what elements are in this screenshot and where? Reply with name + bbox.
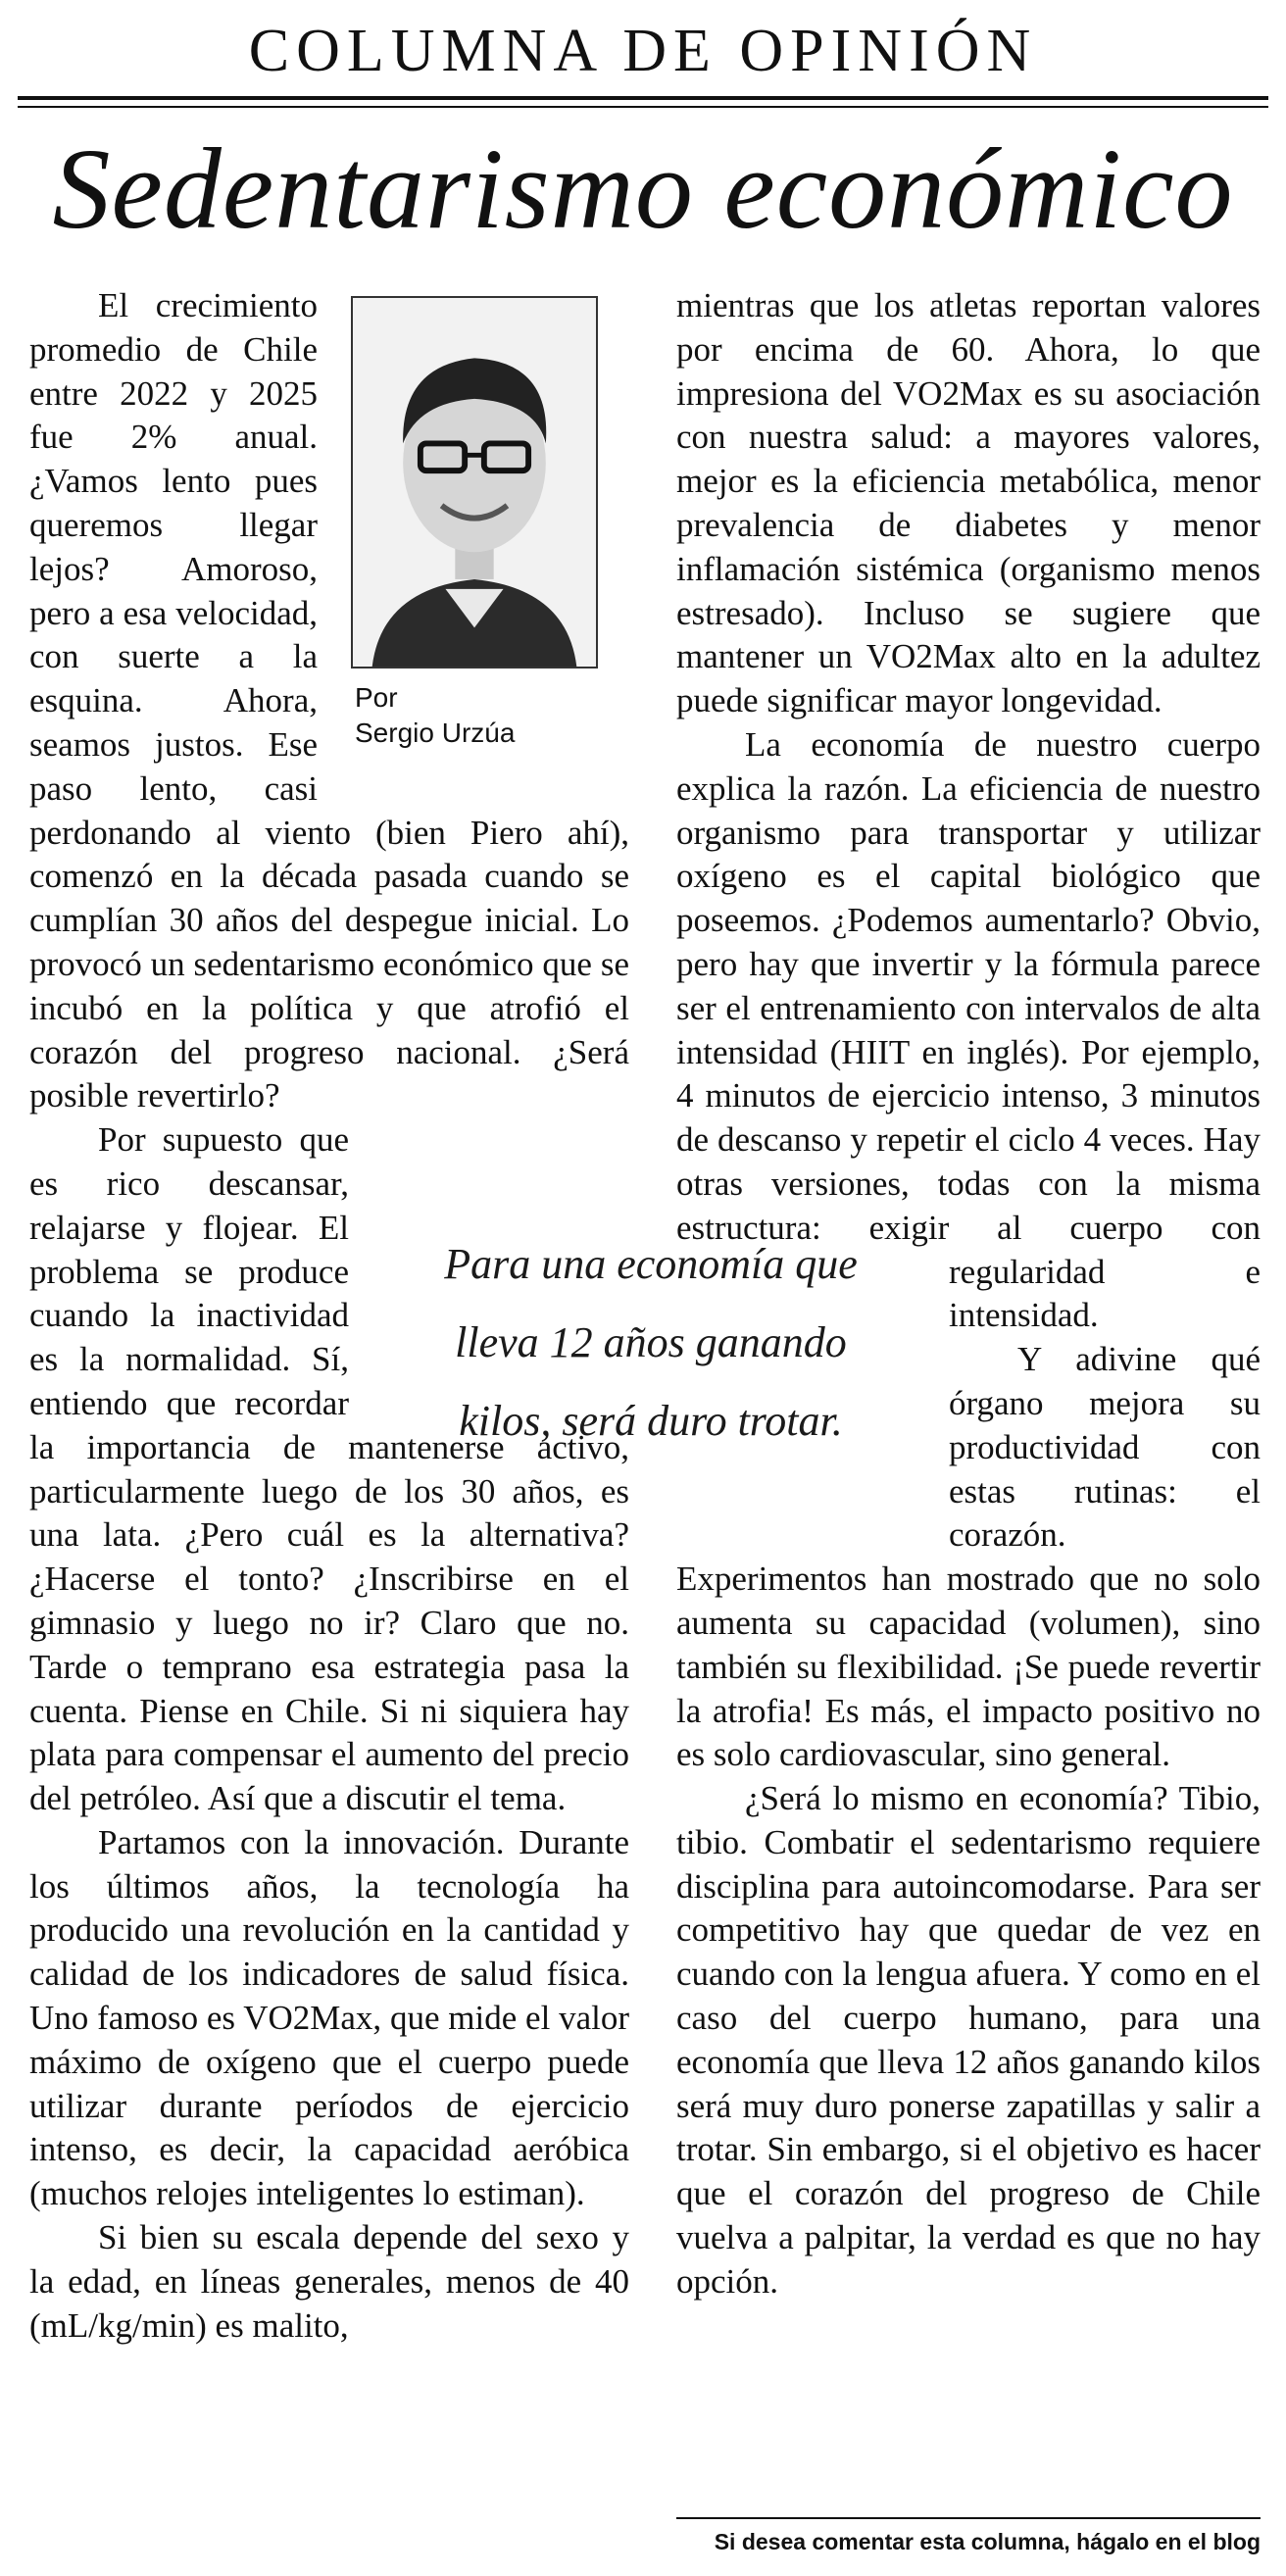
author-card (343, 288, 629, 767)
body-paragraph-1: El crecimiento promedio de Chile entre 2022 y 2025 fue 2% anual. ¿Vamos lento pues queremos llegar lejos? Amoroso, pero a esa velocidad, con suerte a la esquina. Ahora, seamos justos. Ese paso lento, casi perdonando al viento (bien Piero ahí), comenzó en la década pasada cuando se cumplían 30 años del despegue inicial. Lo provocó un sedentarismo económico que se incubó en la política y que atrofió el corazón del progreso nacional. ¿Será posible revertirlo? (29, 286, 629, 1115)
author-name: Sergio Urzúa (355, 718, 516, 748)
pullquote (365, 1214, 937, 1470)
body-paragraph-6: Y adivine qué órgano mejora su productividad con estas rutinas: el corazón. Experimentos han mostrado que no solo aumenta su capacidad (volumen), sino también su flexibilidad. ¡Se puede revertir la atrofia! Es más, el impacto positivo no es solo cardiovascular, sino general. (676, 1340, 1261, 1774)
footer-note: Si desea comentar esta columna, hágalo en el blog (714, 2529, 1261, 2554)
body-paragraph-2: Por supuesto que es rico descansar, relajarse y flojear. El problema se produce cuando la inactividad es la normalidad. Sí, entiendo que recordar la importancia de mantenerse activo, particularmente luego de los 30 años, es una lata. ¿Pero cuál es la alternativa? ¿Hacerse el tonto? ¿Inscribirse en el gimnasio y luego no ir? Claro que no. Tarde o temprano esa estrategia pasa la cuenta. Piense en Chile. Si ni siquiera hay plata para compensar el aumento del precio del petróleo. Así que a discutir el tema. (29, 1120, 629, 1818)
pullquote-line-2: lleva 12 años ganando (455, 1318, 847, 1366)
section-label: COLUMNA DE OPINIÓN (248, 18, 1038, 84)
body-paragraph-3: Partamos con la innovación. Durante los últimos años, la tecnología ha producido una revolución en la cantidad y calidad de los indicadores de salud física. Uno famoso es VO2Max, que mide el valor máximo de oxígeno que el cuerpo puede utilizar durante períodos de ejercicio intenso, es decir, la capacidad aeróbica (muchos relojes inteligentes lo estiman). (29, 1822, 629, 2213)
author-photo (351, 296, 598, 669)
pullquote-line-3: kilos, será duro trotar. (459, 1397, 843, 1445)
header-rule-thin (18, 106, 1268, 108)
byline-prefix: Por (355, 682, 398, 713)
body-paragraph-4a: Si bien su escala depende del sexo y la edad, en líneas generales, menos de 40 (mL/kg/min) es malito, (29, 2218, 629, 2345)
body-paragraph-7: ¿Será lo mismo en economía? Tibio, tibio. Combatir el sedentarismo requiere disciplina para autoincomodarse. Para ser competitivo hay que quedar de vez en cuando con la lengua afuera. Y como en el caso del cuerpo humano, para una economía que lleva 12 años ganando kilos será muy duro ponerse zapatillas y salir a trotar. Sin embargo, si el objetivo es hacer que el corazón del progreso de Chile vuelva a palpitar, la verdad es que no hay opción. (676, 1779, 1261, 2301)
body-paragraph-5: La economía de nuestro cuerpo explica la razón. La eficiencia de nuestro organismo para transportar y utilizar oxígeno es el capital biológico que poseemos. ¿Podemos aumentarlo? Obvio, pero hay que invertir y la fórmula parece ser el entrenamiento con intervalos de alta intensidad (HIIT en inglés). Por ejemplo, 4 minutos de ejercicio intenso, 3 minutos de descanso y repetir el ciclo 4 veces. Hay otras versiones, todas con la misma estructura: exigir al cuerpo con regularidad e intensidad. (676, 723, 1261, 1338)
body-paragraph-4b: mientras que los atletas reportan valores por encima de 60. Ahora, lo que impresiona del VO2Max es su asociación con nuestra salud: a mayores valores, mejor es la eficiencia metabólica, menor prevalencia de diabetes y menor inflamación sistémica (organismo menos estresado). Incluso se sugiere que mantener un VO2Max alto en la adultez puede significar mayor longevidad. (676, 286, 1261, 720)
author-portrait-image (353, 298, 596, 667)
header-rule-thick (18, 96, 1268, 100)
footer-rule (676, 2517, 1261, 2519)
headline: Sedentarismo económico (52, 124, 1234, 253)
author-byline (355, 680, 619, 751)
pullquote-line-1: Para una economía que (444, 1240, 858, 1288)
